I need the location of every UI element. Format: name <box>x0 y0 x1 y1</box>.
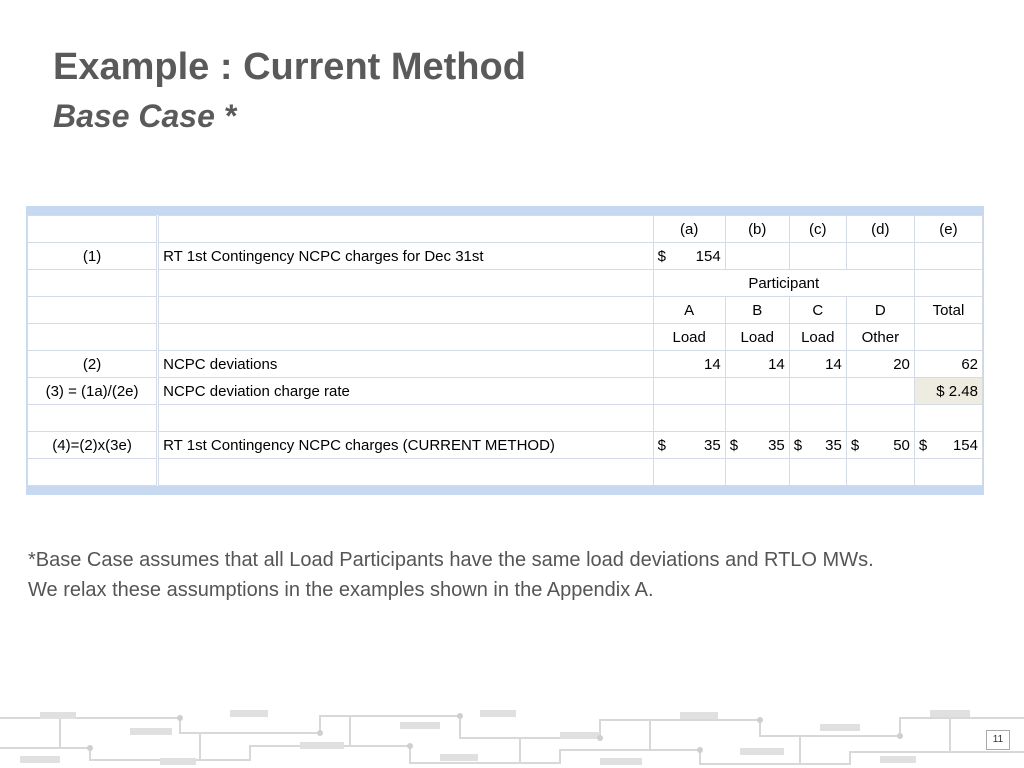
table-cell <box>158 324 654 351</box>
col-letter-a: (a) <box>653 216 725 243</box>
table-cell <box>914 270 982 297</box>
table-row <box>28 459 983 486</box>
col-letter-c: (c) <box>789 216 846 243</box>
circuit-board-decoration <box>0 708 1024 768</box>
currency-symbol: $ <box>918 436 928 454</box>
col-letter-b: (b) <box>725 216 789 243</box>
total-charge-cell <box>653 243 725 270</box>
table-row <box>28 243 983 270</box>
participant-type-d: Other <box>846 324 914 351</box>
table-cell <box>28 459 158 486</box>
table-cell <box>725 405 789 432</box>
charge-a <box>653 432 725 459</box>
table-cell <box>158 459 654 486</box>
calculation-table-frame <box>26 206 984 495</box>
table-cell <box>846 378 914 405</box>
table-cell <box>28 216 158 243</box>
participant-c: C <box>789 297 846 324</box>
participant-d: D <box>846 297 914 324</box>
row-label: (1) <box>28 243 158 270</box>
table-cell <box>653 378 725 405</box>
charge-d <box>846 432 914 459</box>
participant-type-b: Load <box>725 324 789 351</box>
table-cell <box>789 243 846 270</box>
charge-c <box>789 432 846 459</box>
participant-header: Participant <box>653 270 914 297</box>
table-cell <box>28 324 158 351</box>
table-cell <box>158 405 654 432</box>
table-cell <box>28 405 158 432</box>
table-cell <box>158 297 654 324</box>
row-description: RT 1st Contingency NCPC charges (CURRENT METHOD) <box>158 432 654 459</box>
deviation-total: 62 <box>914 351 982 378</box>
deviation-b: 14 <box>725 351 789 378</box>
table-cell <box>914 405 982 432</box>
table-row <box>28 216 983 243</box>
footnote-line-1: *Base Case assumes that all Load Participants have the same load deviations and RTLO MWs. <box>28 549 874 571</box>
table-cell <box>789 459 846 486</box>
slide-title: Example : Current Method <box>53 46 526 88</box>
deviation-a: 14 <box>653 351 725 378</box>
currency-symbol: $ <box>793 436 803 454</box>
table-cell <box>725 378 789 405</box>
participant-total: Total <box>914 297 982 324</box>
page-number: 11 <box>986 730 1010 750</box>
table-cell <box>653 459 725 486</box>
table-cell <box>158 216 654 243</box>
deviation-c: 14 <box>789 351 846 378</box>
row-description: NCPC deviation charge rate <box>158 378 654 405</box>
table-cell <box>28 297 158 324</box>
table-cell <box>846 459 914 486</box>
charge-value: 50 <box>893 436 910 454</box>
charge-value: 35 <box>825 436 842 454</box>
footnote-line-2: We relax these assumptions in the examples shown in the Appendix A. <box>28 579 654 601</box>
col-letter-e: (e) <box>914 216 982 243</box>
table-row <box>28 351 983 378</box>
row-label: (2) <box>28 351 158 378</box>
participant-b: B <box>725 297 789 324</box>
table-row <box>28 324 983 351</box>
table-cell <box>914 243 982 270</box>
table-cell <box>725 243 789 270</box>
charge-value: 154 <box>952 436 978 454</box>
charge-b <box>725 432 789 459</box>
participant-type-a: Load <box>653 324 725 351</box>
currency-symbol: $ <box>729 436 739 454</box>
table-row <box>28 432 983 459</box>
table-cell <box>725 459 789 486</box>
currency-symbol: $ <box>850 436 860 454</box>
charge-value: 35 <box>704 436 721 454</box>
row-label: (4)=(2)x(3e) <box>28 432 158 459</box>
charge-total <box>914 432 982 459</box>
row-description: RT 1st Contingency NCPC charges for Dec 31st <box>158 243 654 270</box>
slide-subtitle: Base Case * <box>53 98 237 134</box>
col-letter-d: (d) <box>846 216 914 243</box>
table-cell <box>914 459 982 486</box>
table-row <box>28 378 983 405</box>
total-charge-value: 154 <box>695 247 721 265</box>
row-label: (3) = (1a)/(2e) <box>28 378 158 405</box>
table-cell <box>789 405 846 432</box>
table-cell <box>846 243 914 270</box>
table-cell <box>789 378 846 405</box>
footnote <box>28 545 1018 605</box>
table-row <box>28 270 983 297</box>
table-cell <box>158 270 654 297</box>
table-cell <box>653 405 725 432</box>
table-row <box>28 405 983 432</box>
table-cell <box>846 405 914 432</box>
table-cell <box>914 324 982 351</box>
row-description: NCPC deviations <box>158 351 654 378</box>
table-row <box>28 297 983 324</box>
currency-symbol: $ <box>657 247 666 265</box>
charge-rate-value: $ 2.48 <box>914 378 982 405</box>
table-cell <box>28 270 158 297</box>
calculation-table <box>27 215 983 486</box>
currency-symbol: $ <box>657 436 666 454</box>
participant-type-c: Load <box>789 324 846 351</box>
deviation-d: 20 <box>846 351 914 378</box>
participant-a: A <box>653 297 725 324</box>
charge-value: 35 <box>768 436 785 454</box>
